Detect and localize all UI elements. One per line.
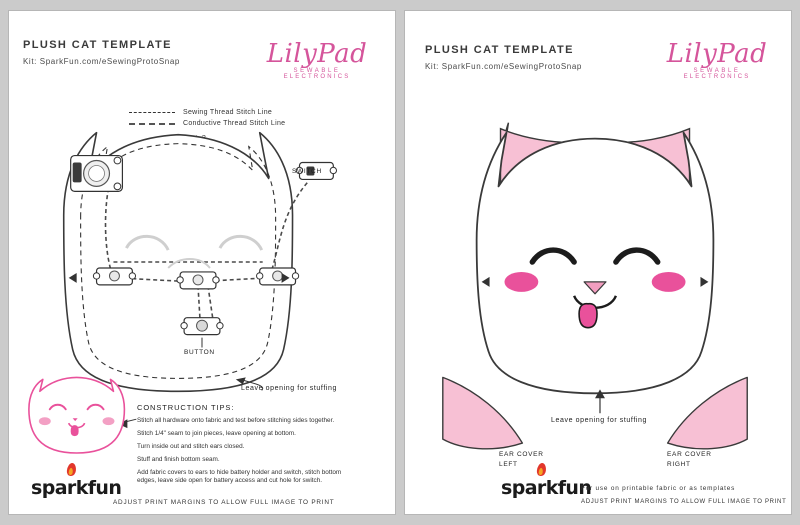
lilypad-sub-sewable: SEWABLE [293, 68, 341, 74]
leave-opening-note-right: Leave opening for stuffing [551, 417, 648, 424]
lilypad-wordmark: LilyPad [666, 39, 768, 69]
lilypad-sub-sewable: SEWABLE [693, 68, 741, 74]
lilypad-wordmark: LilyPad [266, 39, 368, 69]
ear-cover-right-label-line2: RIGHT [667, 461, 691, 468]
leave-opening-note-left: Leave opening for stuffing [241, 385, 338, 392]
tip-item: Stuff and finish bottom seam. [137, 456, 220, 463]
ear-cover-left-label-line1: EAR COVER [499, 451, 544, 458]
kit-url-right: Kit: SparkFun.com/eSewingProtoSnap [425, 62, 582, 71]
switch-label: SWITCH [292, 168, 322, 175]
template-sheet-right [404, 10, 792, 515]
button-label: BUTTON [184, 349, 215, 356]
legend-label-conductive: Conductive Thread Stitch Line [183, 120, 286, 127]
lilypad-sub-electronics: ELECTRONICS [683, 74, 751, 80]
ear-cover-left-label-line2: LEFT [499, 461, 518, 468]
kit-url-left: Kit: SparkFun.com/eSewingProtoSnap [23, 57, 180, 66]
tip-item: Stitch 1/4" seam to join pieces, leave opening at bottom. [137, 430, 296, 437]
tip-item: Add fabric covers to ears to hide battery holder and switch, stitch bottom edges, leave side open for battery access and cut hole for switch. [137, 469, 342, 484]
legend-label-sewing: Sewing Thread Stitch Line [183, 109, 273, 116]
print-margin-note-left: ADJUST PRINT MARGINS TO ALLOW FULL IMAGE TO PRINT [113, 499, 335, 506]
tip-item: Turn inside out and stitch ears closed. [137, 443, 245, 450]
print-margin-note-right: ADJUST PRINT MARGINS TO ALLOW FULL IMAGE TO PRINT [581, 499, 787, 505]
sparkfun-logo-left: sparkfun [31, 477, 122, 499]
construction-tips [137, 403, 362, 490]
template-sheet-left [8, 10, 396, 515]
construction-tips-heading: CONSTRUCTION TIPS: [137, 403, 235, 412]
sparkfun-logo-right: sparkfun [501, 477, 592, 499]
ear-cover-right-label-line1: EAR COVER [667, 451, 712, 458]
cat-face-artwork [405, 11, 791, 514]
page-title-left: PLUSH CAT TEMPLATE [23, 39, 172, 51]
lilypad-sub-electronics: ELECTRONICS [283, 74, 351, 80]
fabric-use-note: For use on printable fabric or as templates [581, 485, 736, 492]
tip-item: Stitch all hardware onto fabric and test before stitching sides together. [137, 417, 335, 424]
page-title-right: PLUSH CAT TEMPLATE [425, 44, 574, 56]
